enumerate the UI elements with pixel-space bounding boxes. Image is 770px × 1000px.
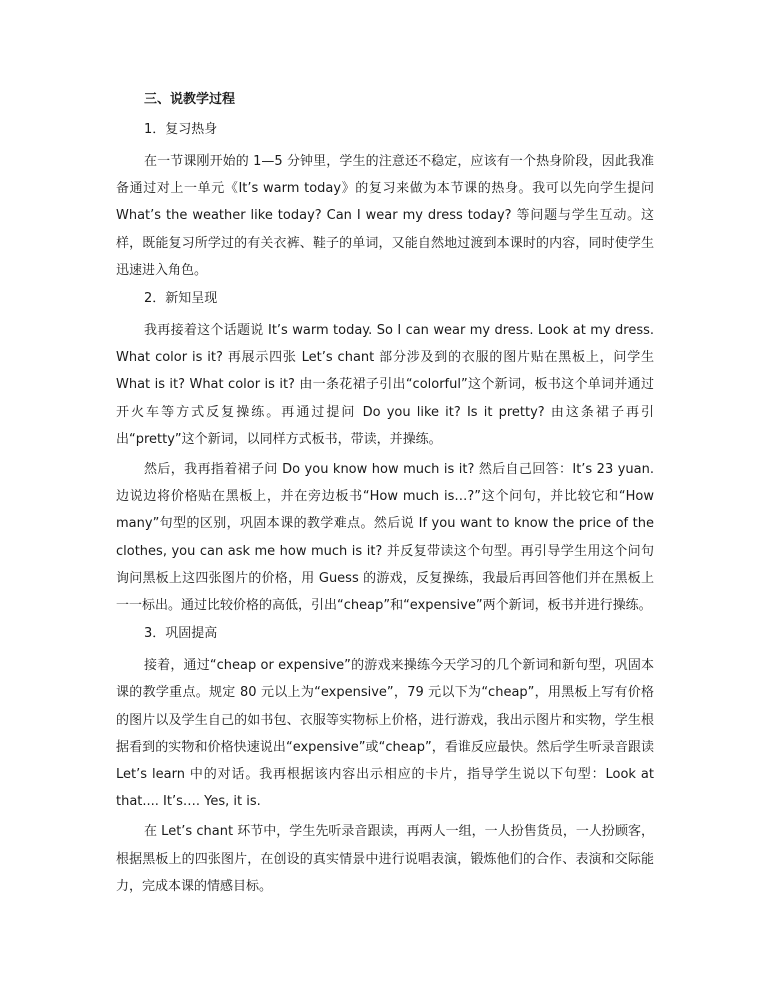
paragraph-review: 在一节课刚开始的 1—5 分钟里，学生的注意还不稳定，应该有一个热身阶段，因此我准备通过对上一单元《It’s warm today》的复习来做为本节课的热身。我可以先向学生提问 What’s the weather like today? Can I wear my dress today? 等问题与学生互动。这样，既能复习所学过的有关衣裤、鞋子的单词，又能自然地过渡到本课时的内容，同时使学生迅速进入角色。 [116,154,654,278]
step-title-consolidation: 3．巩固提高 [144,626,218,642]
step-title-review: 1．复习热身 [144,122,218,137]
step-title-new-knowledge: 2．新知呈现 [144,291,218,307]
section-title: 三、说教学过程 [144,92,236,107]
paragraph-consolidation-2: 在 Let’s chant 环节中，学生先听录音跟读，再两人一组，一人扮售货员，一人扮顾客，根据黑板上的四张图片，在创设的真实情景中进行说唱表演，锻炼他们的合作、表演和交际能力，完成本课的情感目标。 [116,824,654,894]
paragraph-consolidation-1: 接着，通过“cheap or expensive”的游戏来操练今天学习的几个新词和新句型，巩固本课的教学重点。规定 80 元以上为“expensive”，79 元以下为“cheap”，用黑板上写有价格的图片以及学生自己的如书包、衣服等实物标上价格，进行游戏，我出示图片和实物，学生根据看到的实物和价格快速说出“expensive”或“cheap”，看谁反应最快。然后学生听录音跟读 Let’s learn 中的对话。我再根据该内容出示相应的卡片，指导学生说以下句型：Look at that.... It’s…. Yes, it is. [116,658,654,810]
paragraph-new-knowledge-2: 然后，我再指着裙子问 Do you know how much is it? 然后自己回答：It’s 23 yuan. 边说边将价格贴在黑板上，并在旁边板书“How much is…?”这个问句，并比较它和“How many”句型的区别，巩固本课的教学难点。然后说 If you want to know the price of the clothes, you can ask me how much is it? 并反复带读这个句型。再引导学生用这个问句询问黑板上这四张图片的价格，用 Guess 的游戏，反复操练，我最后再回答他们并在黑板上一一标出。通过比较价格的高低，引出“cheap”和“expensive”两个新词，板书并进行操练。 [116,462,654,614]
paragraph-new-knowledge-1: 我再接着这个话题说 It’s warm today. So I can wear my dress. Look at my dress. What color is it? 再展示四张 Let’s chant 部分涉及到的衣服的图片贴在黑板上，问学生 What is it? What color is it? 由一条花裙子引出“colorful”这个新词，板书这个单词并通过开火车等方式反复操练。再通过提问 Do you like it? Is it pretty? 由这条裙子再引出“pretty”这个新词，以同样方式板书，带读，并操练。 [116,323,654,447]
